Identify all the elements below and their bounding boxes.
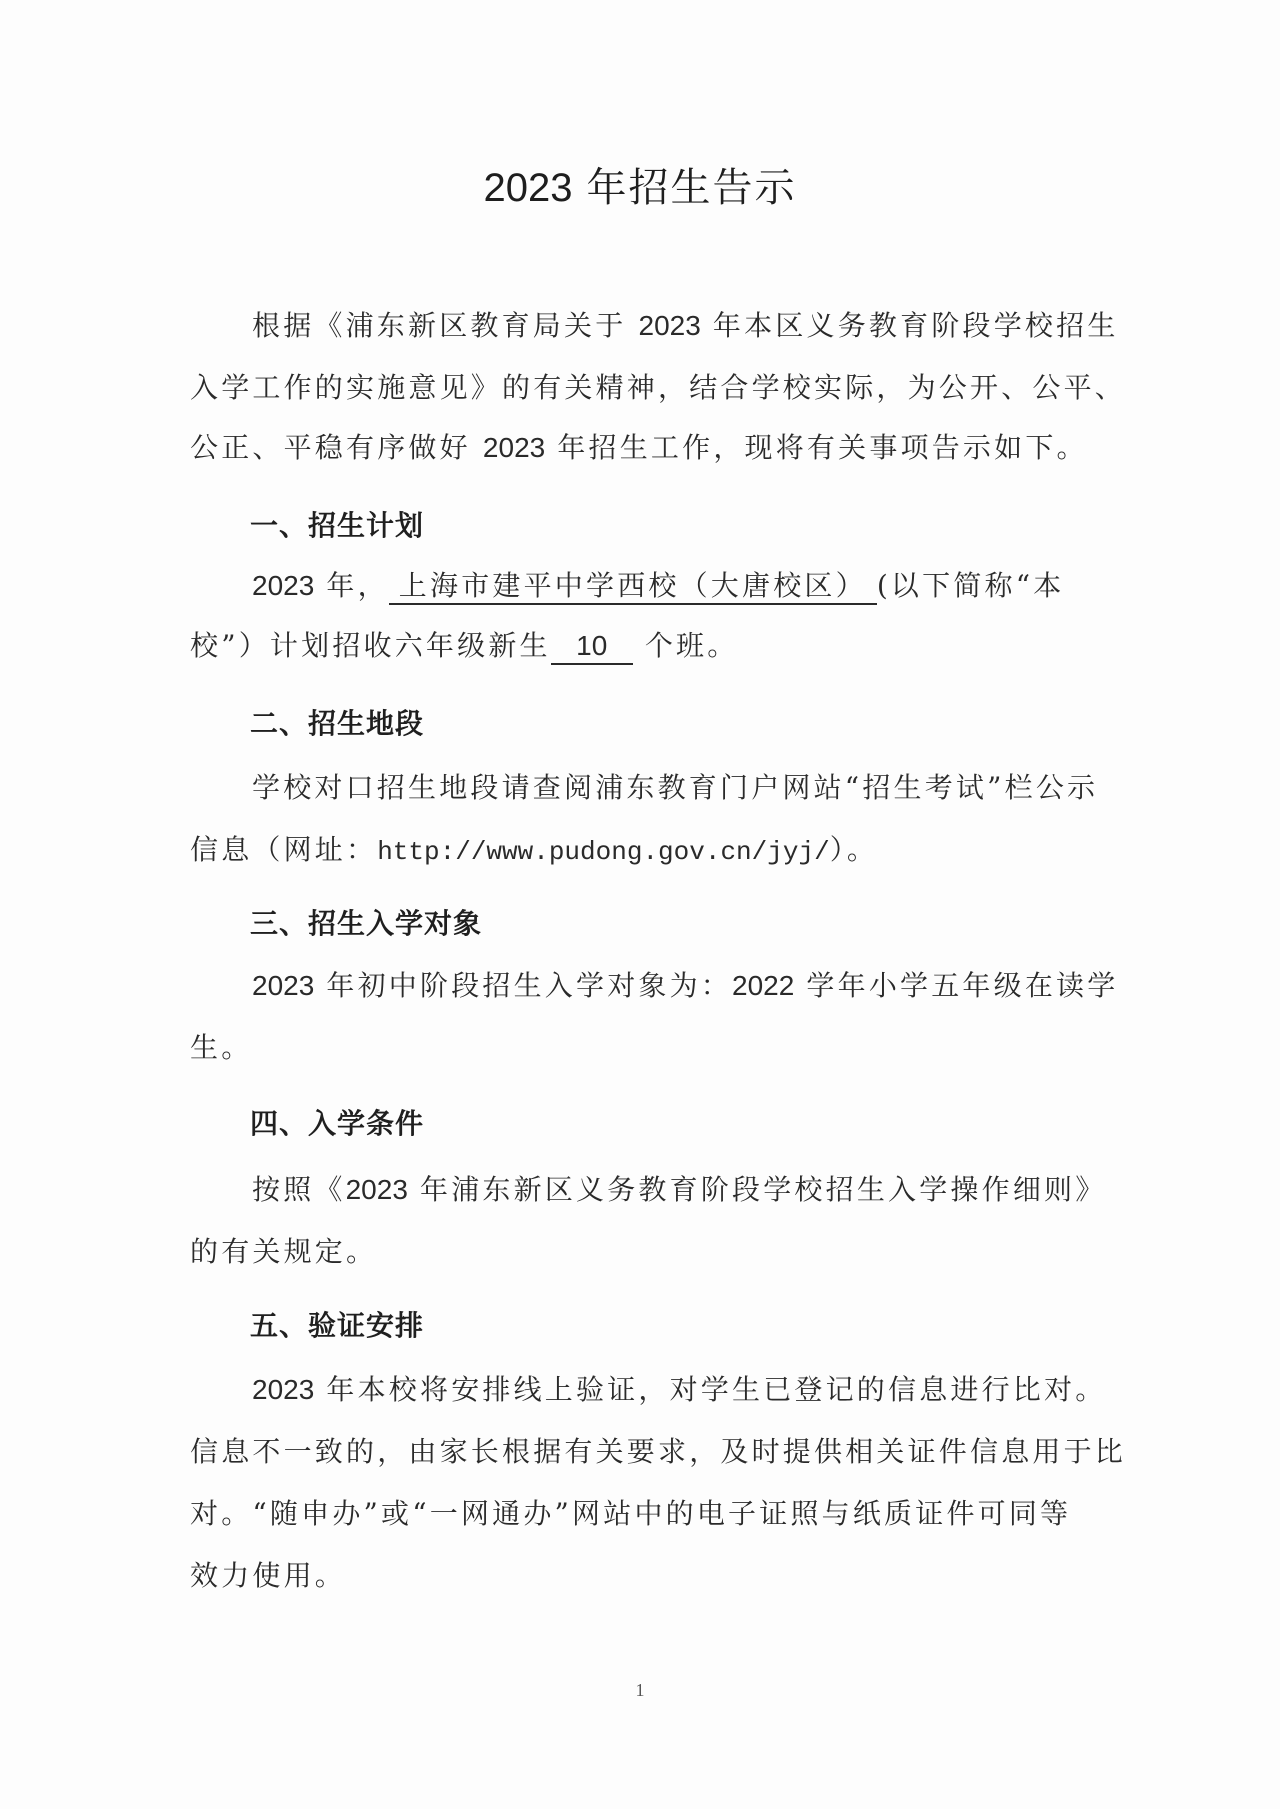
requirements-year: 2023 <box>345 1174 408 1205</box>
intro-year: 2023 <box>638 310 701 341</box>
section-1-line-2 <box>190 626 1070 666</box>
target-year: 2022 <box>732 970 795 1001</box>
target-text: 年初中阶段招生入学对象为： <box>326 969 733 1002</box>
section-heading-enrollment-zone: 二、招生地段 <box>250 707 425 740</box>
verification-text: 年本校将安排线上验证，对学生已登记的信息进行比对。 <box>326 1373 1107 1406</box>
intro-text: 年本区义务教育阶段学校招生 <box>712 309 1119 342</box>
intro-text: 根据《浦东新区教育局关于 <box>252 309 627 342</box>
page-number: 1 <box>635 1680 645 1700</box>
section-1-line-1 <box>252 566 1070 606</box>
plan-year: 2023 <box>252 570 315 601</box>
section-2-line-1: 学校对口招生地段请查阅浦东教育门户网站“招生考试”栏公示 <box>252 771 1099 804</box>
intro-text: 年招生工作，现将有关事项告示如下。 <box>557 431 1088 464</box>
section-5-line-2: 信息不一致的，由家长根据有关要求，及时提供相关证件信息用于比 <box>190 1435 1127 1468</box>
verification-year: 2023 <box>252 1374 315 1405</box>
section-heading-enrollment-target: 三、招生入学对象 <box>250 907 483 940</box>
requirements-text: 按照《 <box>252 1173 346 1206</box>
section-heading-verification: 五、验证安排 <box>250 1309 425 1342</box>
intro-line-2: 入学工作的实施意见》的有关精神，结合学校实际，为公开、公平、 <box>190 371 1127 404</box>
title-year: 2023 <box>483 166 573 210</box>
section-5-line-1 <box>252 1370 1107 1410</box>
plan-text: 个班。 <box>644 629 739 662</box>
target-year: 2023 <box>252 970 315 1001</box>
zone-text: ）。 <box>829 833 879 866</box>
target-text: 学年小学五年级在读学 <box>806 969 1119 1002</box>
intro-line-3 <box>190 428 1088 468</box>
intro-text: 公正、平稳有序做好 <box>190 431 471 464</box>
section-2-line-2 <box>190 830 1070 872</box>
section-3-line-2: 生。 <box>190 1031 253 1064</box>
zone-text: 信息（网址： <box>190 833 378 866</box>
class-count-field: 10 <box>551 629 633 665</box>
plan-text: (以下简称“本 <box>876 569 1065 602</box>
plan-text: 年， <box>326 569 389 602</box>
intro-line-1 <box>252 306 1119 346</box>
school-name-field: 上海市建平中学西校（大唐校区） <box>389 569 877 605</box>
requirements-text: 年浦东新区义务教育阶段学校招生入学操作细则》 <box>420 1173 1107 1206</box>
section-4-line-2: 的有关规定。 <box>190 1235 378 1268</box>
section-5-line-3: 对。“随申办”或“一网通办”网站中的电子证照与纸质证件可同等 <box>190 1497 1072 1530</box>
title-text: 年招生告示 <box>586 165 797 211</box>
intro-year: 2023 <box>482 432 546 463</box>
section-heading-enrollment-plan: 一、招生计划 <box>250 509 425 542</box>
section-4-line-1 <box>252 1170 1107 1210</box>
section-5-line-4: 效力使用。 <box>190 1559 347 1592</box>
document-title <box>0 156 1280 213</box>
section-3-line-1 <box>252 966 1119 1006</box>
section-heading-admission-requirements: 四、入学条件 <box>250 1107 425 1140</box>
portal-url-link[interactable]: http://www.pudong.gov.cn/jyj/ <box>377 837 830 867</box>
plan-text: 校”）计划招收六年级新生 <box>190 629 551 662</box>
